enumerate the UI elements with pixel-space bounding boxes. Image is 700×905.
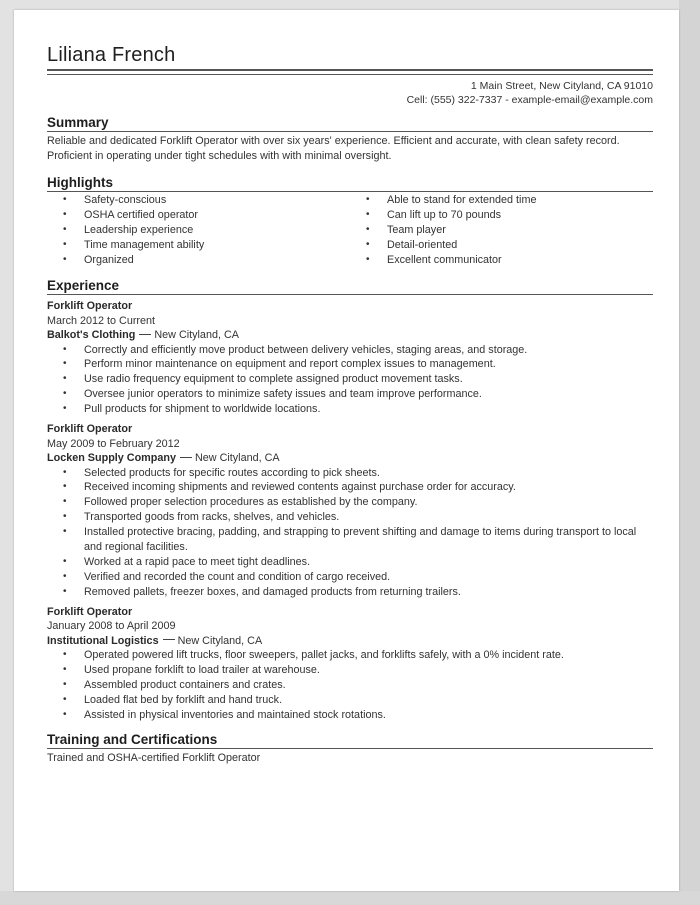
job-duty: • Selected products for specific routes according to pick sheets. bbox=[47, 466, 653, 481]
company-location: New Cityland, CA bbox=[154, 329, 239, 341]
job-dates: March 2012 to Current bbox=[47, 314, 156, 327]
job-duties-list bbox=[47, 343, 653, 418]
summary-divider bbox=[47, 131, 653, 132]
job-entry bbox=[47, 605, 653, 723]
job-entry bbox=[47, 422, 653, 600]
summary-section bbox=[47, 115, 653, 163]
highlight-item: • Able to stand for extended time bbox=[350, 193, 653, 208]
highlights-columns bbox=[47, 193, 653, 268]
page-border-left bbox=[0, 0, 14, 905]
job-duty: • Removed pallets, freezer boxes, and damaged products from returning trailers. bbox=[47, 585, 653, 600]
dash-separator bbox=[163, 639, 175, 640]
company-name: Balkot's Clothing bbox=[47, 329, 136, 341]
contact-line: Cell: (555) 322-7337 - example-email@example.com bbox=[406, 94, 653, 106]
dash-separator bbox=[180, 457, 192, 458]
highlight-item: • Can lift up to 70 pounds bbox=[350, 208, 653, 223]
job-duty: • Verified and recorded the count and condition of cargo received. bbox=[47, 570, 653, 585]
training-section bbox=[47, 732, 653, 766]
highlight-item: • Safety-conscious bbox=[47, 193, 350, 208]
highlight-item: • Leadership experience bbox=[47, 223, 350, 238]
job-company-line bbox=[47, 634, 653, 649]
job-duty: • Loaded flat bed by forklift and hand truck. bbox=[47, 693, 653, 708]
highlight-item: • OSHA certified operator bbox=[47, 208, 350, 223]
job-duties-list bbox=[47, 648, 653, 723]
job-title: Forklift Operator bbox=[47, 605, 133, 618]
job-duty: • Installed protective bracing, padding, and strapping to prevent shifting and damage to items during transport to local and regional facilities. bbox=[47, 525, 653, 555]
page-border-top bbox=[0, 0, 700, 10]
summary-heading: Summary bbox=[47, 115, 109, 130]
address-line: 1 Main Street, New Cityland, CA 91010 bbox=[470, 80, 653, 92]
job-duty: • Correctly and efficiently move product between delivery vehicles, staging areas, and storage. bbox=[47, 343, 653, 358]
company-name: Locken Supply Company bbox=[47, 452, 176, 465]
experience-section bbox=[47, 278, 653, 723]
experience-divider bbox=[47, 294, 653, 295]
company-location: New Cityland, CA bbox=[194, 452, 280, 465]
job-company-line bbox=[47, 328, 653, 343]
job-duty: • Pull products for shipment to worldwide locations. bbox=[47, 402, 653, 417]
highlights-left-list bbox=[47, 193, 350, 268]
candidate-name: Liliana French bbox=[47, 44, 176, 66]
job-title: Forklift Operator bbox=[47, 423, 133, 436]
training-divider bbox=[47, 748, 653, 749]
job-duty: • Perform minor maintenance on equipment and report complex issues to management. bbox=[47, 357, 653, 372]
training-text: Trained and OSHA-certified Forklift Operator bbox=[47, 752, 261, 764]
highlight-item: • Team player bbox=[350, 223, 653, 238]
job-duty: • Transported goods from racks, shelves, and vehicles. bbox=[47, 510, 653, 525]
company-location: New Cityland, CA bbox=[177, 634, 263, 647]
job-duty: • Assisted in physical inventories and maintained stock rotations. bbox=[47, 708, 653, 723]
job-duty: • Use radio frequency equipment to complete assigned product movement tasks. bbox=[47, 372, 653, 387]
job-dates: January 2008 to April 2009 bbox=[47, 620, 176, 633]
job-duty: • Received incoming shipments and reviewed contents against purchase order for accuracy. bbox=[47, 480, 653, 495]
job-company-line bbox=[47, 451, 653, 466]
job-duty: • Assembled product containers and crates. bbox=[47, 678, 653, 693]
highlights-heading: Highlights bbox=[47, 175, 113, 190]
highlights-right-list bbox=[350, 193, 653, 268]
dash-separator bbox=[139, 334, 151, 335]
highlights-divider bbox=[47, 191, 653, 192]
company-name: Institutional Logistics bbox=[47, 634, 159, 647]
training-heading: Training and Certifications bbox=[47, 732, 218, 747]
highlight-item: • Organized bbox=[47, 253, 350, 268]
job-entry bbox=[47, 299, 653, 417]
page-border-bottom bbox=[0, 891, 700, 905]
page-border-right bbox=[679, 0, 700, 905]
job-duties-list bbox=[47, 466, 653, 600]
highlight-item: • Detail-oriented bbox=[350, 238, 653, 253]
experience-heading: Experience bbox=[47, 278, 120, 293]
job-title: Forklift Operator bbox=[47, 300, 133, 312]
job-duty: • Worked at a rapid pace to meet tight deadlines. bbox=[47, 555, 653, 570]
job-duty: • Operated powered lift trucks, floor sweepers, pallet jacks, and forklifts safely, with a 0% incident rate. bbox=[47, 648, 653, 663]
highlight-item: • Time management ability bbox=[47, 238, 350, 253]
highlight-item: • Excellent communicator bbox=[350, 253, 653, 268]
summary-text: Reliable and dedicated Forklift Operator with over six years' experience. Efficient and accurate, with clean safety record. Proficient in operating under tight schedules with with minimal oversight. bbox=[47, 135, 620, 162]
job-duty: • Used propane forklift to load trailer at warehouse. bbox=[47, 663, 653, 678]
highlights-section bbox=[47, 175, 653, 268]
job-duty: • Oversee junior operators to minimize safety issues and team improve performance. bbox=[47, 387, 653, 402]
job-dates: May 2009 to February 2012 bbox=[47, 437, 180, 450]
name-divider bbox=[47, 69, 653, 75]
job-duty: • Followed proper selection procedures as established by the company. bbox=[47, 495, 653, 510]
